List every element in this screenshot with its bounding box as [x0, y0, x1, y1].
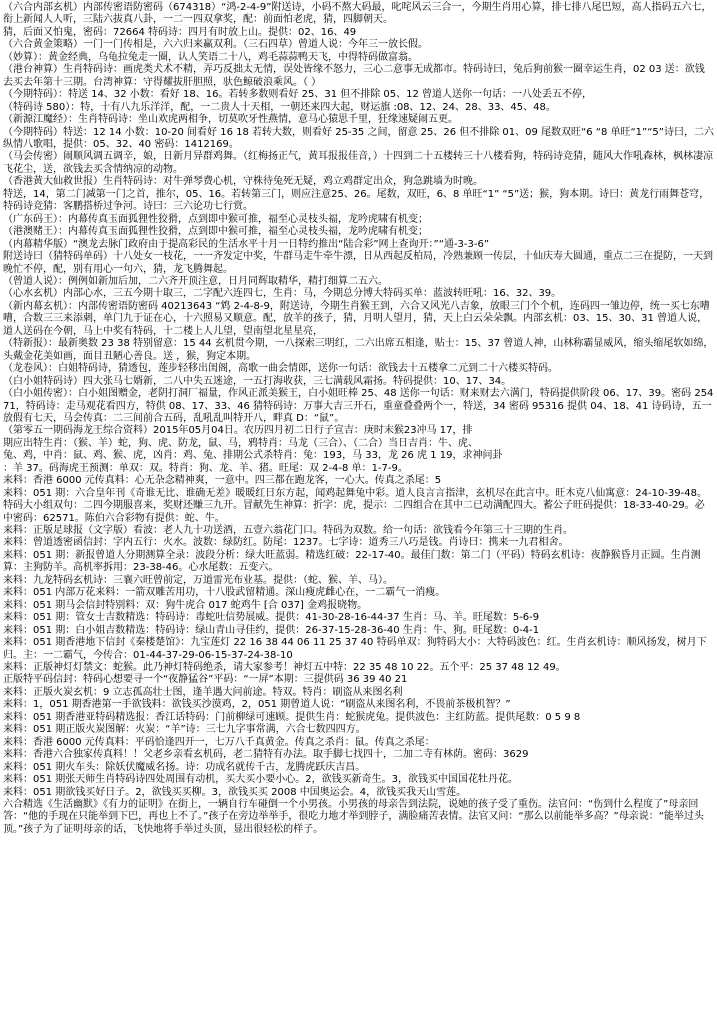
paragraph: 来料：051 期香港亚特码精选报：香江话特码：门前柳绿可速顾。提供生肖：蛇猴虎兔。提供波色：主红防蓝。提供尾数：0 5 9 8 — [3, 711, 581, 723]
paragraph: （白小姐特码诗）四大张马七婿新，二八中失五迷途，一五打海收获，三七满载风霜扬。特码提供：10、17、34。 — [3, 375, 512, 387]
paragraph: 来料：051 期正版火炭图解：火炭：“羊”诗：三七九字事常满，六合七数四四方。 — [3, 724, 366, 736]
paragraph: 来料：051 期火车头：除妖伏魔威名扬。诗：功成名就传千古，龙腾虎跃庆吉昌。 — [3, 761, 366, 773]
paragraph: 来料：051 期：六合皇年刊《奇谁无比、谁确无差》暖暖红日东方起，闻鸡起舞兔中彩。道人良言言指津，玄机尽在此言中。旺木克八仙寓意：24-10-39-48。特码大小组双句：二四今期服喜来，奖财还赚三九开。冒献先生神算：折字：虎，提示：二四组合在其中二已动满配四大。蓄公子旺码提供：18-33-40-29。必中密码：62571。陈伯六合彩物有提供：蛇、牛。 — [3, 487, 707, 524]
paragraph: 来料：香港六合独家传真料！！父老乡亲看玄机码，老二猜特有办法。取手脚七找四十，二加二寺有林荫。密码：3629 — [3, 749, 529, 761]
paragraph: 来料：051 内部万花来料：一箭双雕苦用功，十八股武留精通。深山瘦虎雌心在，一二霸气一消瘦。 — [3, 587, 446, 599]
paragraph: （港澳赌王）：内幕传真玉面狐狸性狡猾，点到即中猴可推，福至心灵枝头福，龙吟虎啸有机变； — [3, 226, 428, 238]
paragraph: 来料：051 期：管女士吉数精选：特码诗：毒蛇吐信势展威。提供：41-30-28-16-44-37 生肖：马、羊。旺尾数：5-6-9 — [3, 612, 540, 624]
paragraph: （马会传密）闹顺风调五调辛，娘，日新月异群鸡舞。（红梅扬正气，黄耳报报佳音，）十四到二十五楼转三十八楼看狗，特码诗竞猜，随风大作吼森林，枫林凄凉飞花尘，送，欲钱去买含情纳凉的动物。 — [3, 151, 713, 175]
paragraph: （六合内部玄机）内部传密语防密码（674318）“鸿-2-4-9”附送诗，小码不熬大码最，叱咤风云三合一，今期生肖用心算，排七排八尾巴短，高人指码五六七，衔上新闻人人听，三陆六拔真八卦，一二一四双拿奖，配：前面怕老虎，猜，四脚朝天。 — [3, 2, 712, 26]
paragraph: 特送，14，第二门减第一门之首，推尔，05、16。若转第三门，则应注意25、26。尾数，双旺，6、8 单旺“1” “5”送；猴，狗本期。诗曰：黄龙行雨舞苍穹，特码诗竞猜：客鹏搭桥过争河。诗曰：三六论功七行赏。 — [3, 188, 710, 213]
paragraph: 期应出特生肖：（猴、羊）蛇，狗、虎、防龙，鼠、马，鸦特肖：马龙（三合）、（二合）当日吉肖：牛、虎、 — [3, 437, 478, 449]
paragraph: 六合精选《生活幽默》《有力的证明》在街上，一辆自行车碰倒一个小男孩。小男孩的母亲告到法院，说她的孩子受了重伤。法官问：“伤到什么程度了”母亲回答：“他的手现在只能举到下巴，再也上不了。”孩子在旁边举举手，很吃力地才举到脖子，满脸痛苦表情。法官又问：“那么以前能举多高？”母亲说：“能举过头顶。”孩子为了证明母亲的话，飞快地将手举过头顶，显出很轻松的样子。 — [3, 799, 704, 835]
paragraph: （特新报）：最新奥数 23 38 特别留意：15 44 玄机贯今期，一八探索三明红，二六出席五相逢，贴士：15、37 曾道人神，山林称霸显威风，缩头缩尾软如绵，头戴金花美如画，面目丑陋心善良。送 ，猴，狗定本期。 — [3, 338, 714, 362]
paragraph: 来料：正版火炭玄机：9 立志孤高壮士图，逢羊遇大问前途。特双。特肖：刷盗从来图名利 — [3, 686, 403, 698]
paragraph: （特码诗 580）：特，十有八九乐洋洋，配，一二贵人十天相，一朝还来四大起，财运旗 :08、12、24、28、33、45、48。 — [3, 101, 556, 113]
paragraph: ：羊 37。码海虎王预测：单双：双。特肖：狗、龙、羊、猪。旺尾：双 2-4-8 单：1-7-9。 — [3, 462, 408, 474]
paragraph: （今期特码）：特送 14、32 小数：看好 18、16。若转多数则看好 25、31 但不排除 05、12 曾道人送你一句话：一八处丢五不停， — [3, 89, 593, 101]
paragraph: （曾道人说）：例例如新加后加，二六齐开顶注意，日月同辉取精华，精打细算二五六。 — [3, 275, 388, 287]
paragraph: （今期特码）特送：12 14 小数：10-20 间看好 16 18 若转大数，则看好 25-35 之间，留意 25、26 但不排除 01、09 尾数双旺“6 “8 单旺“1”“5”诗曰，二六纵情八歌唱，提供：05、32、40 密码：1412169。 — [3, 126, 714, 150]
paragraph: （香港黄大仙救世报）生肖特码诗：对牛弹琴费心机，守株待兔死无疑，鸡立鸡群定出众，狗急跳墙为时晚。 — [3, 176, 483, 188]
paragraph: （第零五一期码海龙王综合资料）2015年05月04日。农历四月初二日行子宣吉：庚时末猴23冲马 17，排 — [3, 425, 473, 437]
paragraph: 来料：香港 6000 元传真料：平码恰逢四开一，七万八千真黄金。传真之杀肖：鼠。传真之杀尾： — [3, 736, 435, 748]
paragraph: 来料：051 期：新报曾道人分期测算全录：波段分析：绿大旺蓝弱。精选红破：22-17-40。最佳门数：第二门（平码）特码玄机诗：夜静猴昏月正圆。生肖测算：主狗防羊。高机率拆用：23-38-46。心水尾数：五变六。 — [3, 549, 701, 574]
paragraph: （内幕精华版）“澳龙去脉门政府由于提高彩民的生活水平十月一日特约推出“陆合彩”网上查询开：”“通-3-3-6” — [3, 238, 489, 250]
paragraph: 来料：051 期香港地下信封《秦楼楚馆》：九宝莲灯 22 16 38 44 06 11 25 37 40 特码单双：狗特码大小：大特码波色：红。生肖玄机诗：顺风扬发，树月下归。主：一二霸气，今传合：01-44-37-29-06-15-37-24-38-10 — [3, 637, 707, 661]
paragraph: 来料：正版足球报（文字版）看波：老人九十功送酒，五壹六翁花门口。特码为双数。给一句话：欲钱看今年第三十三期的生肖。 — [3, 525, 573, 537]
paragraph: 正版特平码信封：特码心想要寻一个“夜静猛谷”平码：“一屏”本期：三提供码 36 39 40 21 — [3, 674, 408, 686]
paragraph: （妙算）：黄金经典，乌龟拉兔走一圈，认人笑语二十八，鸡毛蒜蒜鸭天飞，中得特码做富翁。 — [3, 51, 418, 63]
paragraph: 来料：九龙特码玄机诗：三襄六旺曾前定，万道雷光布业基。提供：（蛇、猴、羊、马）。 — [3, 574, 393, 586]
paragraph: （六合黄金策略）一门一门传相是，六六归来赢双利。（三石四草）曾道人说：今年三一放长假。 — [3, 39, 428, 51]
paragraph: （心水玄机）内部心水，三五今期十取三，二字配六连四七，生肖：马，今期总分博大特码买单：蓝波转旺吼：16、32、39。 — [3, 288, 562, 300]
paragraph: 来料：051 期张天师生肖特码诗四处周围有动机，买大买小要小心。2，欲钱买新奇生。3，欲钱买中国国花牡丹花。 — [3, 774, 518, 786]
paragraph: 来料：1，051 期香港第一手欲钱料：欲钱买沙漠鸡，2，051 期曾道人说：“刷盗从来图名利，不畏前茶极机智？” — [3, 699, 511, 711]
paragraph: （龙卷风）：白姐特码诗，猜透包，莲步轻移出闺阁，高歌一曲会情郎，送你一句话：欲钱去十五楼拿二元到二十六楼买特码。 — [3, 363, 558, 375]
paragraph: 来料：051 期欲钱买好日子。2，欲钱买买柳。3，欲钱买买 2008 中国奥运会。4，欲钱买我天山雪莲。 — [3, 786, 467, 798]
paragraph: （白小姐传密）：白小姐图赠金，老阴打洞厂福量，作风正派美猴王，白小姐旺棒 25、48 送你一句话：财来财去六满门，特码提供阶段 06、17、39。密码 25471，特码诗：走马观花看四方，特供 08、17、33、46 猜特码诗：万事大吉三开石，重童叠叠两个一，特送，34 密码 95316 提供 04、18、41 诗码诗，五一放假有七天，马会传真：二三间前合五码，乱吼乱叫特开八，畔真 D：“鼠”。 — [3, 388, 714, 424]
paragraph: 猜，后面又怕鬼，密码：72664 特码诗：四月有时放上山。提供：02、16、49 — [3, 26, 357, 38]
paragraph: 来料：曾道透密函信封：字内五行：火水。波数：绿防红。防尾：1237。七字诗：道秀三八巧是钱。肖诗曰：携来一九君相舍。 — [3, 537, 569, 549]
paragraph: 附送诗曰（猜特码单码）十八处女一枝花，一一齐发定中奖，牛群马走牛牵牛漂，日从西起反柏局，冷熟兼顾一传层，十仙庆寿大圆通，重点二三在提防，一天到晚忙不停，配，别有用心一句六，猜，龙飞腾舞起。 — [3, 251, 713, 275]
paragraph: 来料：香港 6000 元传真料：心无杂念精神爽，一意中。四三都在跑龙客，一心大。传真之杀尾：5 — [3, 475, 442, 487]
paragraph: （新源江魔经）：生肖特码诗：坐山欢虎两相争，切莫吹牙性燕情，意马心猿思千里，狂缘速疑闹五更。 — [3, 114, 458, 126]
paragraph: 来料：正版神灯灯禁文：蛇猴。此乃神灯特码绝杀，请大家参考！神灯五中特：22 35 48 10 22。五个平：25 37 48 12 49。 — [3, 662, 566, 674]
paragraph: （港台神算）生肖特码诗：画虎类犬术不精，弄巧反拙太无情，误处皆缘不怒力，三心二意事无成都市。特码诗曰，兔后狗前猴一圈幸运生肖，02 03 送：欲钱去买去年第十三期。台湾神算：守得耀拔肝胆照，驮色鲸破浪乘风。（ ） — [3, 64, 705, 88]
paragraph: 来料：051 期马会信封特别料：双：狗牛虎合 017 蛇鸡牛 [合 037] 金鸡报晓物。 — [3, 599, 368, 611]
paragraph: 兔、鸡，中肖：鼠、鸡、猴、虎，凶肖：鸡、兔、排期公式杀特肖：兔：193，马 33，龙 26 虎 1 19，求神问卦 — [3, 450, 503, 462]
paragraph: 来料：051 期：白小姐吉数精选：特码诗：绿山青山寻佳约，提供：26-37-15-28-36-40 生肖：牛、狗。旺尾数：0-4-1 — [3, 624, 540, 636]
paragraph: （新内幕玄机）：内部传密语防密码 40213643 “鸩 2-4-8-9，附送诗，今期生肖猴王到，六合又风光八吉象，放眼三门个个机，连码四一雏边停，统一买七东嘈嘈，合数三三来添刺，单门九于证在心，十六照易又顺意。配，放羊的孩子，猜，月明人望月，猜，天上白云朵朵飘。内部玄机：03、15、30、31 曾道人说，道人送码在今朝，马上中奖有特码，十二楼上人儿望，望南望北星星亮， — [3, 300, 710, 337]
paragraph: （广东码王）：内幕传真玉面狐狸性狡猾，点到即中猴可推，福至心灵枝头福，龙吟虎啸有机变； — [3, 213, 428, 225]
